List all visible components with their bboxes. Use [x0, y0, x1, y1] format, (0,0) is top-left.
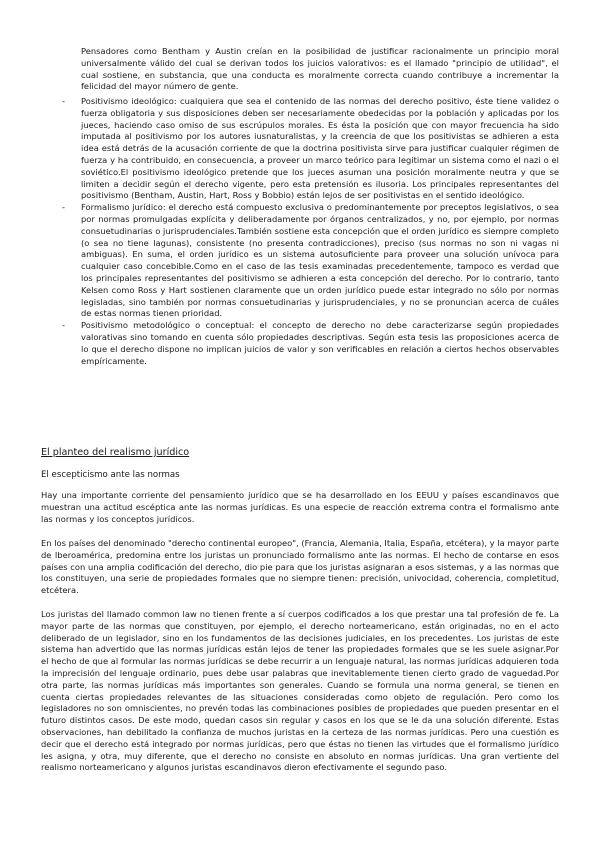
intro-paragraph: Pensadores como Bentham y Austin creían en la posibilidad de justificar racionalmente un principio moral universalmente válido del cual se derivan todos los juicios valorativos: es el llamado "principio de utilidad", el cual sostiene, en substancia, que una conducta es moralmente correcta cuando contribuye a incrementar la felicidad del mayor número de gente. — [81, 46, 559, 92]
body-paragraph: Los juristas del llamado common law no tienen frente a sí cuerpos codificados a los que prestar una tal profesión de fe. La mayor parte de las normas que constituyen, por ejemplo, el derecho norteamericano, están originadas, no en el acto deliberado de un legislador, sino en los fundamentos de las decisiones judiciales, en los precedentes. Los juristas de este sistema han advertido que las normas jurídicas están lejos de tener las propiedades formales que se les suele asignar.Por el hecho de que al formular las normas jurídicas se debe recurrir a un lenguaje natural, las normas jurídicas adquieren toda la imprecisión del lenguaje ordinario, pues debe usar palabras que inevitablemente tienen cierto grado de vaguedad.Por otra parte, las normas jurídicas más importantes son generales. Cuando se formula una norma general, se tienen en cuenta ciertas propiedades relevantes de las situaciones consideradas como objeto de regulación. Pero como los legisladores no son omniscientes, no prevén todas las combinaciones posibles de propiedades que pueden presentar en el futuro distintos casos. De este modo, quedan casos sin regular y casos en los que se le da una solución diferente. Estas observaciones, han debilitado la confianza de muchos juristas en la certeza de las normas jurídicas. Pero una cuestión es decir que el derecho está integrado por normas jurídicas, pero que éstas no tienen las virtudes que el formalismo jurídico les asigna, y otra, muy diferente, que el derecho no consiste en absoluto en normas jurídicas. Una gran vertiente del realismo norteamericano y algunos juristas escandinavos dieron efectivamente el segundo paso. — [41, 609, 559, 773]
positivism-list — [60, 96, 559, 367]
list-item-text: Positivismo ideológico: cualquiera que sea el contenido de las normas del derecho positivo, éste tiene validez o fuerza obligatoria y sus disposiciones deben ser necesariamente obedecidas por la población y aplicadas por los jueces, haciendo caso omiso de sus escrúpulos morales. Es ésta la posición que con mayor frecuencia ha sido imputada al positivismo por los autores iusnaturalistas, y la creencia de que los positivistas se adhieren a esta idea está detrás de la acusación corriente de que la doctrina positivista sirve para justificar cualquier régimen de fuerza y ha contribuido, en consecuencia, a proveer un marco teórico para legitimar un sistema como el nazi o el soviético.El positivismo ideológico pretende que los jueces asuman una posición moralmente neutra y que se limiten a decidir según el derecho vigente, pero esta pretensión es ilusoria. Los principales representantes del positivismo (Bentham, Austin, Hart, Ross y Bobbio) están lejos de ser positivistas en el sentido ideológico. — [81, 96, 559, 201]
list-item-text: Positivismo metodológico o conceptual: el concepto de derecho no debe caracterizarse según propiedades valorativas sino tomando en cuenta sólo propiedades descriptivas. Según esta tesis las proposiciones acerca de lo que el derecho dispone no implican juicios de valor y son verificables en relación a ciertos hechos observables empíricamente. — [81, 320, 559, 366]
list-item — [60, 96, 559, 202]
section-heading: El planteo del realismo jurídico — [41, 447, 190, 458]
list-bullet-marker: - — [62, 320, 66, 331]
list-bullet-marker: - — [62, 202, 66, 213]
body-paragraph: Hay una importante corriente del pensamiento jurídico que se ha desarrollado en los EEUU y países escandinavos que muestran una actitud escéptica ante las normas jurídicas. Es una especie de reacción extrema contra el formalismo ante las normas y los conceptos jurídicos. — [41, 490, 559, 524]
list-item — [60, 202, 559, 320]
body-paragraph: En los países del denominado "derecho continental europeo", (Francia, Alemania, Italia, España, etcétera), y la mayor parte de Iberoamérica, predomina entre los juristas un pronunciado formalismo ante las normas. El hecho de contarse en esos países con una amplia codificación del derecho, dio pie para que los juristas asignaran a esos sistemas, y a las normas que los constituyen, una serie de propiedades formales que no siempre tienen: precisión, univocidad, coherencia, completitud, etcétera. — [41, 538, 559, 596]
list-item-text: Formalismo jurídico: el derecho está compuesto exclusiva o predominantemente por preceptos legislativos, o sea por normas promulgadas explícita y deliberadamente por órganos centralizados, y no, por ejemplo, por normas consuetudinarias o jurisprudenciales.También sostiene esta concepción que el orden jurídico es siempre completo (o sea no tiene lagunas), consistente (no presenta contradicciones), preciso (sus normas no son ni vagas ni ambiguas). En suma, el orden jurídico es un sistema autosuficiente para proveer una solución unívoca para cualquier caso concebible.Como en el caso de las tesis examinadas precedentemente, tampoco es verdad que los principales representantes del positivismo se adhieren a esta concepción del derecho. Por lo contrario, tanto Kelsen como Ross y Hart sostienen claramente que un orden jurídico puede estar integrado no sólo por normas legisladas, sino también por normas consuetudinarias y jurisprudenciales, y no se pronuncian acerca de cuáles de estas normas tienen prioridad. — [81, 202, 559, 319]
list-bullet-marker: - — [62, 96, 66, 106]
list-item — [60, 320, 559, 367]
subsection-heading: El escepticismo ante las normas — [41, 470, 180, 480]
